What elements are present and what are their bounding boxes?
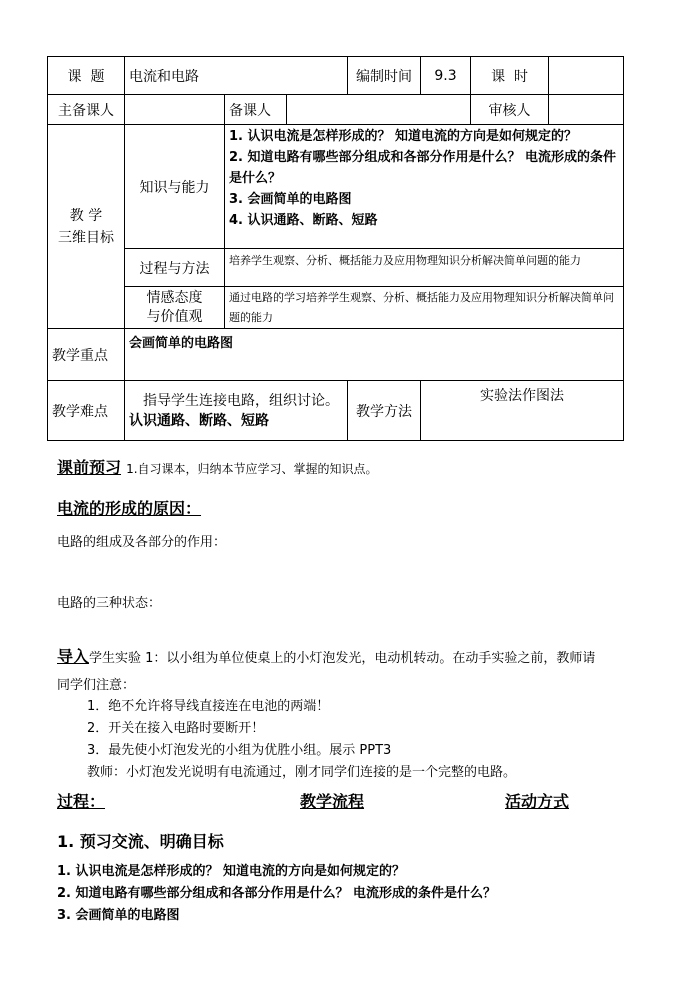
difficulty-text: [125, 381, 348, 441]
difficulty-line: 指导学生连接电路，组织讨论。: [143, 392, 339, 409]
goals-label: 教 学 三维目标: [48, 125, 125, 329]
knowledge-item: 1. 认识电流是怎样形成的？ 知道电流的方向是如何规定的？: [229, 129, 578, 144]
knowledge-label: 知识与能力: [125, 125, 225, 249]
intro-text: 学生实验 1：以小组为单位使桌上的小灯泡发光，电动机转动。在动手实验之前，教师请: [89, 651, 596, 666]
circuit-parts: 电路的组成及各部分的作用：: [57, 535, 227, 550]
compile-time-label: 编制时间: [348, 57, 421, 95]
preview-line: [57, 455, 378, 478]
difficulty-line: 认识通路、断路、短路: [129, 412, 269, 429]
knowledge-items: [225, 125, 624, 249]
intro-line: [57, 644, 595, 667]
process-label: 过程与方法: [125, 249, 225, 287]
intro-text-cont: 同学们注意：: [57, 678, 136, 693]
intro-heading: 导入: [57, 647, 90, 666]
compile-time-value: 9.3: [421, 57, 471, 95]
section1-list: [57, 861, 496, 927]
key-point-text: 会画简单的电路图: [125, 329, 624, 381]
knowledge-item: 3. 会画简单的电路图: [229, 192, 352, 207]
key-point-label: 教学重点: [48, 329, 125, 381]
list-item: 教师：小灯泡发光说明有电流通过，刚才同学们连接的是一个完整的电路。: [87, 765, 517, 780]
preview-text: 1.自习课本，归纳本节应学习、掌握的知识点。: [126, 462, 378, 476]
reviewer-value: [549, 95, 624, 125]
intro-list: [87, 696, 516, 784]
lesson-plan-table: [47, 56, 624, 441]
lead-preparer-value: [125, 95, 225, 125]
list-item: 3．最先使小灯泡发光的小组为优胜小组。展示 PPT3: [87, 743, 392, 758]
reviewer-label: 审核人: [471, 95, 549, 125]
process-text: 培养学生观察、分析、概括能力及应用物理知识分析解决简单问题的能力: [225, 249, 624, 287]
subject-value: 电流和电路: [125, 57, 348, 95]
list-item: 2．开关在接入电路时要断开！: [87, 721, 265, 736]
emotion-label: 情感态度 与价值观: [125, 287, 225, 329]
period-value: [549, 57, 624, 95]
preparer-value: [287, 95, 471, 125]
preview-heading: 课前预习: [57, 458, 122, 477]
subject-label: 课 题: [48, 57, 125, 95]
flow-heading: 教学流程: [300, 792, 365, 811]
current-cause-heading: 电流的形成的原因：: [57, 499, 202, 518]
knowledge-item: 2. 知道电路有哪些部分组成和各部分作用是什么？ 电流形成的条件是什么？: [229, 150, 617, 186]
activity-heading: 活动方式: [505, 792, 570, 811]
period-label: 课 时: [471, 57, 549, 95]
knowledge-item: 4. 认识通路、断路、短路: [229, 213, 378, 228]
process-heading: 过程：: [57, 792, 106, 811]
list-item: 1. 认识电流是怎样形成的？ 知道电流的方向是如何规定的？: [57, 864, 406, 879]
method-label: 教学方法: [348, 381, 421, 441]
circuit-states: 电路的三种状态：: [57, 596, 162, 611]
preparer-label: 备课人: [225, 95, 287, 125]
section1-heading: 1. 预习交流、明确目标: [57, 832, 224, 851]
difficulty-label: 教学难点: [48, 381, 125, 441]
list-item: 2. 知道电路有哪些部分组成和各部分作用是什么？ 电流形成的条件是什么？: [57, 886, 497, 901]
lead-preparer-label: 主备课人: [48, 95, 125, 125]
list-item: 3. 会画简单的电路图: [57, 908, 180, 923]
list-item: 1．绝不允许将导线直接连在电池的两端！: [87, 699, 330, 714]
emotion-text: 通过电路的学习培养学生观察、分析、概括能力及应用物理知识分析解决简单问题的能力: [225, 287, 624, 329]
method-text: 实验法作图法: [421, 381, 624, 441]
